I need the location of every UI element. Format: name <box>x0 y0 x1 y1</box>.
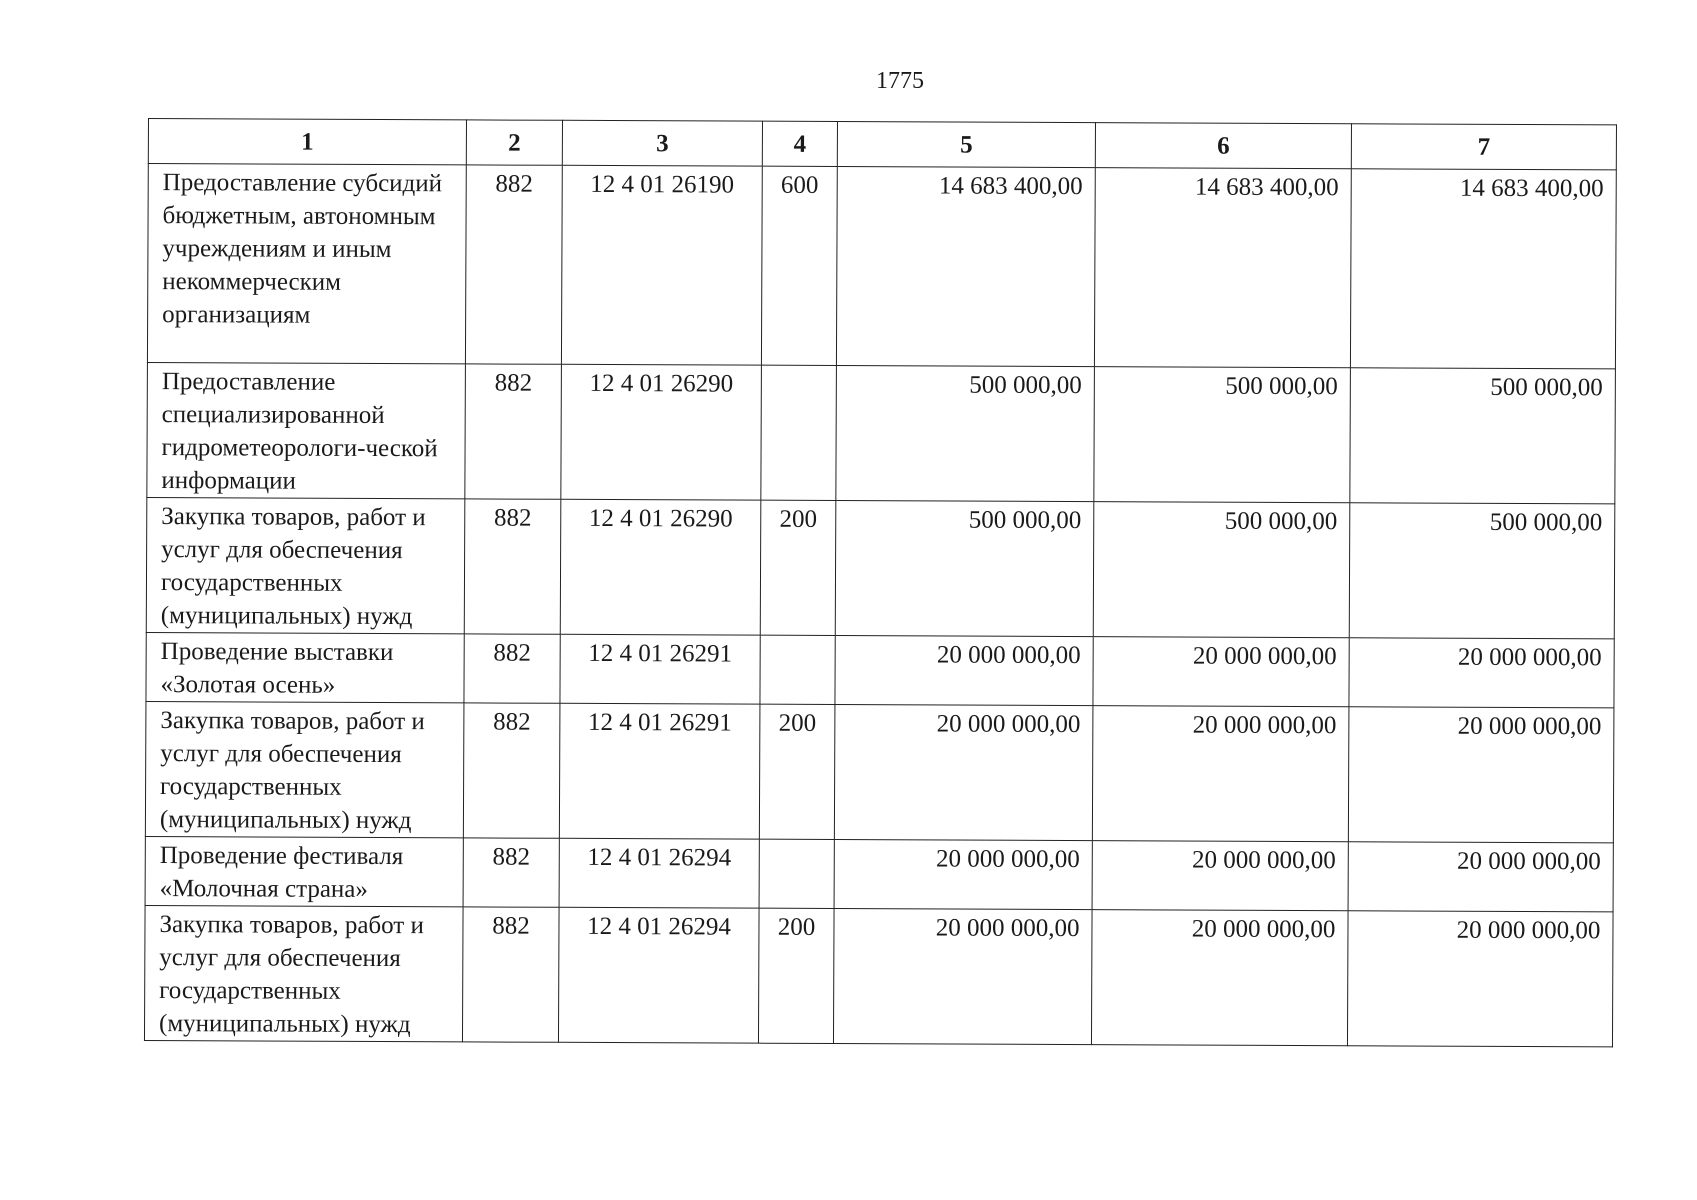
row-amount-2: 20 000 000,00 <box>1092 706 1349 842</box>
table-row <box>147 164 1616 369</box>
row-code: 882 <box>465 165 562 364</box>
row-name: Предоставление специализированной гидрометеорологи-ческой информации <box>147 362 466 498</box>
row-code: 882 <box>465 364 562 499</box>
column-header-3: 3 <box>562 120 762 166</box>
row-target: 12 4 01 26290 <box>560 499 761 635</box>
table-row <box>146 497 1615 638</box>
column-header-6: 6 <box>1095 123 1351 169</box>
row-amount-2: 14 683 400,00 <box>1094 168 1351 368</box>
row-type: 600 <box>761 166 837 365</box>
column-header-5: 5 <box>837 122 1095 168</box>
row-amount-2: 20 000 000,00 <box>1091 910 1348 1046</box>
row-name: Закупка товаров, работ и услуг для обеспечения государственных (муниципальных) нужд <box>144 905 463 1041</box>
table-row <box>147 362 1616 503</box>
row-target: 12 4 01 26294 <box>558 907 759 1043</box>
row-amount-3: 20 000 000,00 <box>1348 707 1614 843</box>
table-row <box>144 905 1613 1046</box>
row-name: Закупка товаров, работ и услуг для обеспечения государственных (муниципальных) нужд <box>145 701 464 837</box>
row-amount-2: 20 000 000,00 <box>1093 637 1349 707</box>
row-target: 12 4 01 26190 <box>561 165 762 365</box>
row-name: Закупка товаров, работ и услуг для обеспечения государственных (муниципальных) нужд <box>146 497 465 633</box>
row-name: Предоставление субсидий бюджетным, автономным учреждениям и иным некоммерческим организациям <box>147 164 466 364</box>
table-header-row <box>148 119 1616 170</box>
row-amount-2: 20 000 000,00 <box>1092 841 1348 911</box>
row-amount-1: 20 000 000,00 <box>833 909 1092 1045</box>
row-amount-2: 500 000,00 <box>1093 502 1350 638</box>
row-amount-1: 20 000 000,00 <box>834 840 1092 910</box>
row-type <box>761 365 837 500</box>
row-amount-1: 500 000,00 <box>836 366 1095 502</box>
row-amount-2: 500 000,00 <box>1094 367 1351 503</box>
row-name: Проведение фестиваля «Молочная страна» <box>145 836 463 906</box>
row-type <box>759 839 834 908</box>
row-target: 12 4 01 26291 <box>559 703 760 839</box>
column-header-2: 2 <box>466 120 562 165</box>
row-code: 882 <box>463 703 560 838</box>
row-code: 882 <box>463 838 559 907</box>
row-amount-3: 20 000 000,00 <box>1348 842 1613 912</box>
row-amount-1: 20 000 000,00 <box>835 636 1093 706</box>
row-target: 12 4 01 26294 <box>559 838 759 908</box>
row-type: 200 <box>759 704 835 839</box>
budget-table-container <box>144 118 1616 1047</box>
table-row <box>146 632 1614 707</box>
row-amount-3: 20 000 000,00 <box>1349 638 1614 708</box>
row-amount-3: 500 000,00 <box>1349 503 1615 639</box>
column-header-1: 1 <box>148 119 466 165</box>
row-type <box>760 635 835 704</box>
row-type: 200 <box>760 500 836 635</box>
table-row <box>145 836 1613 911</box>
row-code: 882 <box>464 634 560 703</box>
column-header-4: 4 <box>762 121 837 166</box>
row-amount-1: 14 683 400,00 <box>836 167 1095 367</box>
row-code: 882 <box>464 499 561 634</box>
row-amount-1: 20 000 000,00 <box>834 705 1093 841</box>
row-amount-3: 14 683 400,00 <box>1350 169 1616 369</box>
row-target: 12 4 01 26291 <box>560 634 760 704</box>
page-number: 1775 <box>876 68 924 94</box>
row-target: 12 4 01 26290 <box>561 364 762 500</box>
row-name: Проведение выставки «Золотая осень» <box>146 632 464 702</box>
row-amount-3: 20 000 000,00 <box>1347 911 1613 1047</box>
row-amount-1: 500 000,00 <box>835 501 1094 637</box>
row-amount-3: 500 000,00 <box>1350 368 1616 504</box>
table-row <box>145 701 1614 842</box>
row-type: 200 <box>758 908 834 1043</box>
budget-table <box>144 118 1617 1047</box>
column-header-7: 7 <box>1351 124 1616 170</box>
row-code: 882 <box>462 907 559 1042</box>
